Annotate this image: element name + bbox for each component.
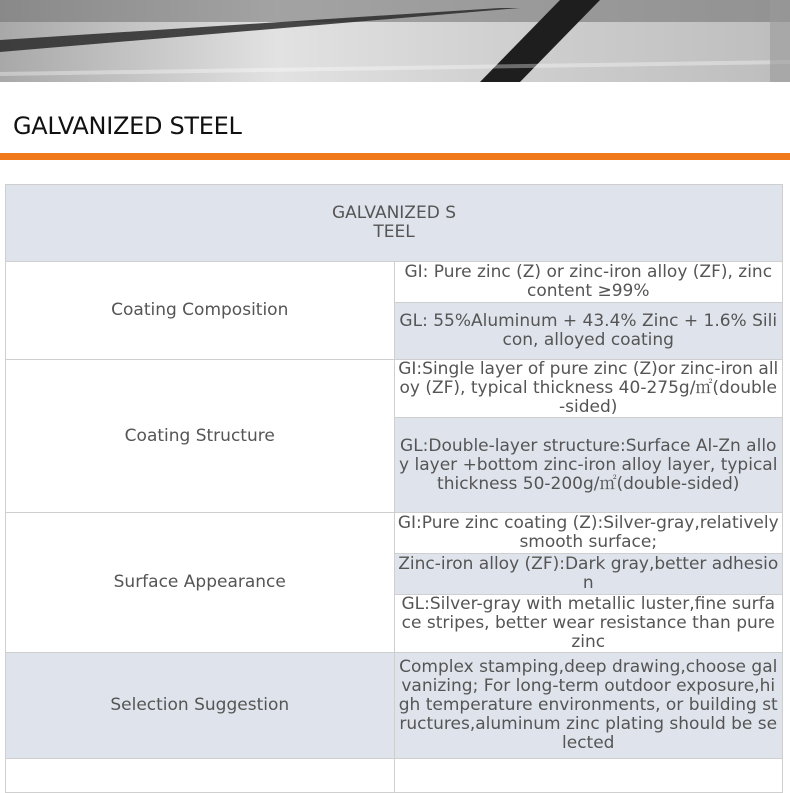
table-cell: Zinc-iron alloy (ZF):Dark gray,better adhesion: [394, 554, 783, 595]
table-row: [6, 513, 783, 554]
empty-cell: [6, 759, 395, 793]
table-header: GALVANIZED STEEL: [332, 203, 456, 242]
row-label-surface-appearance: Surface Appearance: [6, 513, 395, 653]
table-cell: GI:Pure zinc coating (Z):Silver-gray,relatively smooth surface;: [394, 513, 783, 554]
table-cell: GI:Single layer of pure zinc (Z)or zinc-iron alloy (ZF), typical thickness 40-275g/㎡(double-sided): [394, 360, 783, 418]
spec-table: [5, 184, 783, 793]
table-cell: GI: Pure zinc (Z) or zinc-iron alloy (ZF), zinc content ≥99%: [394, 262, 783, 303]
table-cell: Complex stamping,deep drawing,choose galvanizing; For long-term outdoor exposure,high temperature environments, or building structures,aluminum zinc plating should be selected: [394, 653, 783, 759]
row-label-coating-composition: Coating Composition: [6, 262, 395, 360]
table-header-row: [6, 185, 783, 262]
hero-steel-photo: [0, 0, 790, 82]
table-row: [6, 262, 783, 303]
steel-coil-image: [0, 0, 790, 82]
empty-cell: [394, 759, 783, 793]
table-cell: GL: 55%Aluminum + 43.4% Zinc + 1.6% Silicon, alloyed coating: [394, 303, 783, 360]
table-row-empty: [6, 759, 783, 793]
table-cell: GL:Silver-gray with metallic luster,fine surface stripes, better wear resistance than pure zinc: [394, 595, 783, 653]
page-title: GALVANIZED STEEL: [13, 112, 242, 140]
table-cell: GL:Double-layer structure:Surface Al-Zn alloy layer +bottom zinc-iron alloy layer, typical thickness 50-200g/㎡(double-sided): [394, 418, 783, 513]
table-row: [6, 653, 783, 759]
row-label-selection-suggestion: Selection Suggestion: [6, 653, 395, 759]
table-row: [6, 360, 783, 418]
row-label-coating-structure: Coating Structure: [6, 360, 395, 513]
title-accent-bar: [0, 153, 790, 160]
